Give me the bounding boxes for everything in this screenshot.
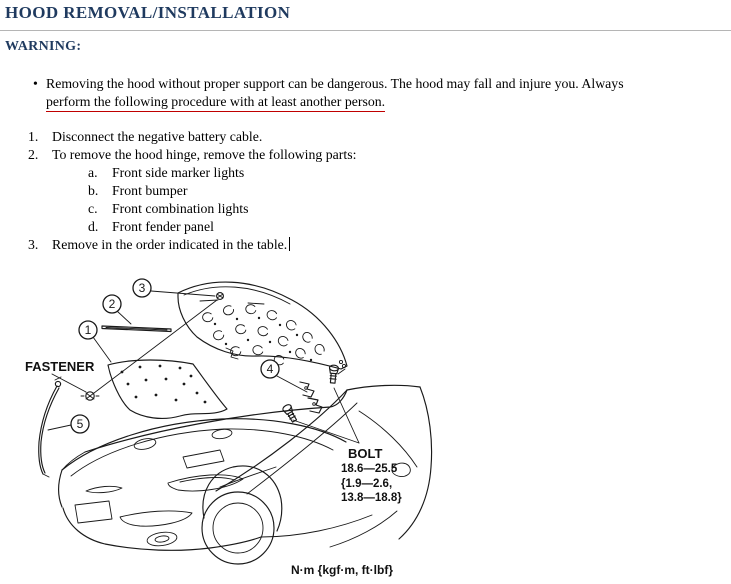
title-rule: [0, 30, 731, 31]
substep-row: [28, 182, 356, 200]
procedure-steps: [28, 128, 356, 254]
callout-4-number: 4: [266, 362, 274, 376]
hood-rivet-dots: [214, 317, 312, 361]
callout-3-number: 3: [138, 281, 146, 295]
units-note: N·m {kgf·m, ft·lbf}: [291, 563, 393, 577]
support-rod: [39, 377, 61, 477]
callout-2-number: 2: [108, 297, 116, 311]
callout-1: [79, 321, 97, 339]
bolt-torque-ftlbf: 13.8—18.8}: [341, 492, 402, 504]
step-number: 1.: [28, 129, 39, 144]
hood-diagram: [0, 260, 731, 584]
callout-5: [71, 415, 89, 433]
step-text: To remove the hood hinge, remove the following parts:: [52, 147, 357, 162]
warning-line-2-underlined: perform the following procedure with at least another person.: [46, 93, 385, 112]
bolt-icon: [282, 403, 299, 423]
bolt-torque-nm: 18.6—25.5: [341, 463, 398, 475]
bolt-torque-kgfm: {1.9—2.6,: [341, 478, 393, 490]
step-number: 3.: [28, 237, 39, 252]
fastener-label: FASTENER: [25, 359, 95, 374]
page-title: HOOD REMOVAL/INSTALLATION: [5, 3, 291, 22]
substep-text: Front side marker lights: [112, 165, 245, 180]
warning-bullet: [33, 75, 624, 112]
step-row: [28, 128, 356, 146]
warning-line-1: Removing the hood without proper support can be dangerous. The hood may fall and injure you. Always: [46, 76, 624, 91]
step-text: Disconnect the negative battery cable.: [52, 129, 263, 144]
substep-text: Front bumper: [112, 183, 188, 198]
substep-letter: a.: [88, 165, 98, 180]
fastener-icon: [81, 392, 99, 400]
substep-letter: d.: [88, 219, 99, 234]
step-text: Remove in the order indicated in the table.: [52, 237, 288, 252]
callout-5-number: 5: [76, 417, 84, 431]
substep-letter: c.: [88, 201, 98, 216]
callout-4: [261, 360, 279, 378]
seal-strip: [102, 326, 171, 332]
text-cursor: [289, 237, 290, 251]
substep-row: [28, 164, 356, 182]
substep-row: [28, 200, 356, 218]
substep-row: [28, 218, 356, 236]
substep-letter: b.: [88, 183, 99, 198]
step-number: 2.: [28, 147, 39, 162]
callout-1-number: 1: [84, 323, 92, 337]
warning-label: WARNING:: [5, 39, 82, 54]
hinge-and-bolts: [282, 365, 339, 423]
step-row: [28, 146, 356, 164]
substep-text: Front combination lights: [112, 201, 249, 216]
callout-2: [103, 295, 121, 313]
bullet-marker: •: [33, 76, 38, 91]
callout-3: [133, 279, 151, 297]
substep-text: Front fender panel: [112, 219, 214, 234]
step-row: [28, 236, 356, 254]
bolt-label: BOLT: [348, 446, 383, 461]
